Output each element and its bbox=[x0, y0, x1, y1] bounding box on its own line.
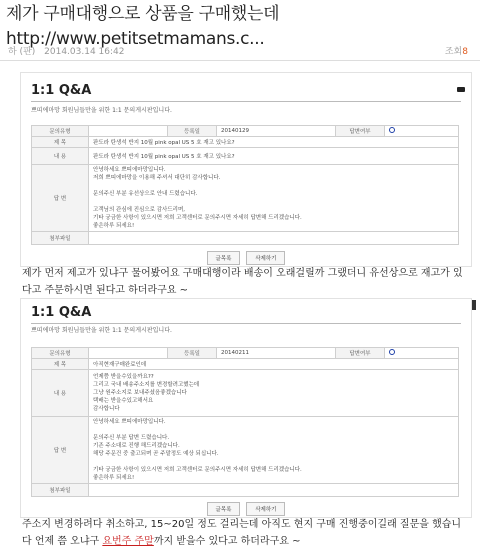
table-row bbox=[32, 484, 459, 497]
delete-button[interactable]: 삭제하기 bbox=[246, 251, 285, 265]
label-regdate: 등록일 bbox=[168, 348, 217, 359]
type-value bbox=[89, 348, 168, 359]
post-author[interactable]: 하 (판) bbox=[8, 47, 36, 57]
qa-screenshot-2 bbox=[20, 298, 472, 518]
answer-value: 안녕하세요 쁘띠에마망입니다. 문의주신 부분 답변 드렸습니다. 기존 주소대로 진행 해드리겠습니다. 해당 주문건 중 출고되며 곧 주말정도 예상 되십니다. 기타 궁금한 사항이 있으시면 저희 고객센터로 문의주시면 자세히 답변해 드리겠습니다. 좋은하루 되세요! bbox=[89, 417, 459, 484]
answered-value bbox=[385, 126, 459, 137]
table-row bbox=[32, 359, 459, 370]
qa-subtitle: 쁘띠에마망 회원님들만을 위한 1:1 문의게시판입니다. bbox=[31, 107, 172, 114]
comment-2-highlight: 요번주 주말 bbox=[102, 536, 154, 547]
label-content: 내 용 bbox=[32, 370, 89, 417]
regdate-value: 20140129 bbox=[217, 126, 336, 137]
label-regdate: 등록일 bbox=[168, 126, 217, 137]
table-row bbox=[32, 126, 459, 137]
post-meta bbox=[8, 44, 472, 57]
regdate-value: 20140211 bbox=[217, 348, 336, 359]
label-attach: 첨부파일 bbox=[32, 484, 89, 497]
divider bbox=[0, 60, 480, 61]
table-row bbox=[32, 137, 459, 148]
attach-value bbox=[89, 484, 459, 497]
table-row bbox=[32, 148, 459, 165]
type-value bbox=[89, 126, 168, 137]
print-icon bbox=[457, 87, 465, 92]
delete-button[interactable]: 삭제하기 bbox=[246, 502, 285, 516]
scroll-mark bbox=[472, 300, 476, 310]
table-row bbox=[32, 232, 459, 245]
label-answered: 답변여부 bbox=[336, 348, 385, 359]
answered-value bbox=[385, 348, 459, 359]
label-subject: 제 목 bbox=[32, 137, 89, 148]
qa-screenshot-1 bbox=[20, 72, 472, 267]
qa-divider bbox=[31, 101, 461, 102]
qa-subtitle: 쁘띠에마망 회원님들만을 위한 1:1 문의게시판입니다. bbox=[31, 327, 172, 334]
label-answer: 답 변 bbox=[32, 165, 89, 232]
qa-buttons bbox=[21, 502, 471, 516]
qa-divider bbox=[31, 323, 461, 324]
list-button[interactable]: 글목록 bbox=[207, 502, 241, 516]
qa-title: 1:1 Q&A bbox=[31, 305, 92, 320]
table-row bbox=[32, 417, 459, 484]
attach-value bbox=[89, 232, 459, 245]
label-attach: 첨부파일 bbox=[32, 232, 89, 245]
subject-value: 판도라 탄생석 반지 10월 pink opal US 5 호 재고 있나요? bbox=[89, 137, 459, 148]
label-type: 문의유형 bbox=[32, 126, 89, 137]
view-count bbox=[445, 44, 468, 57]
label-answered: 답변여부 bbox=[336, 126, 385, 137]
subject-value: 아직현재구매완료인데 bbox=[89, 359, 459, 370]
qa-buttons bbox=[21, 251, 471, 265]
table-row bbox=[32, 165, 459, 232]
table-row bbox=[32, 348, 459, 359]
qa-title: 1:1 Q&A bbox=[31, 83, 92, 98]
label-type: 문의유형 bbox=[32, 348, 89, 359]
label-answer: 답 변 bbox=[32, 417, 89, 484]
comment-2 bbox=[22, 516, 470, 550]
table-row bbox=[32, 370, 459, 417]
views-count: 8 bbox=[462, 47, 468, 57]
post-title: 제가 구매대행으로 상품을 구매했는데 http://www.petitsetmamans.c... bbox=[6, 4, 280, 49]
comment-1: 제가 먼저 제고가 있냐구 물어봤어요 구매대행이라 배송이 오래걸릴까 그랬더니 유선상으로 재고가 있다고 주문하시면 된다고 하더라구요 ~ bbox=[22, 268, 463, 296]
list-button[interactable]: 글목록 bbox=[207, 251, 241, 265]
qa-table bbox=[31, 125, 459, 245]
comment-2-text-end: 까지 받을수 있다고 하더라구요 ~ bbox=[153, 536, 301, 547]
qa-table bbox=[31, 347, 459, 497]
content-value: 판도라 탄생석 반지 10월 pink opal US 5 호 재고 있나요? bbox=[89, 148, 459, 165]
post-date: 2014.03.14 16:42 bbox=[44, 47, 125, 57]
views-label: 조회 bbox=[444, 47, 463, 57]
label-content: 내 용 bbox=[32, 148, 89, 165]
answered-circle-icon bbox=[389, 349, 395, 355]
answered-circle-icon bbox=[389, 127, 395, 133]
content-value: 언제쯤 받을수있을까요?? 그리고 국내 배송주소지를 변경할려고했는데 그냥 원주소지로 보내주셨음좋겠습니다 택배는 받을수있고해서요 감사합니다 bbox=[89, 370, 459, 417]
comment-2-text: 주소지 변경하려다 취소하고, 15~20일 정도 걸리는데 아직도 현지 구매 진행중이길래 질문을 했습니다 언제 쯤 오냐구 bbox=[22, 519, 462, 547]
answer-value: 안녕하세요 쁘띠에마망입니다. 저희 쁘띠에마망을 이용해 주셔서 대단히 감사합니다. 문의주신 부분 유선상으로 안내 드렸습니다. 고객님의 관심에 진심으로 감사드리며, 기타 궁금한 사항이 있으시면 저희 고객센터로 문의주시면 자세히 답변해 드리겠습니다. 좋은하루 되세요! bbox=[89, 165, 459, 232]
label-subject: 제 목 bbox=[32, 359, 89, 370]
